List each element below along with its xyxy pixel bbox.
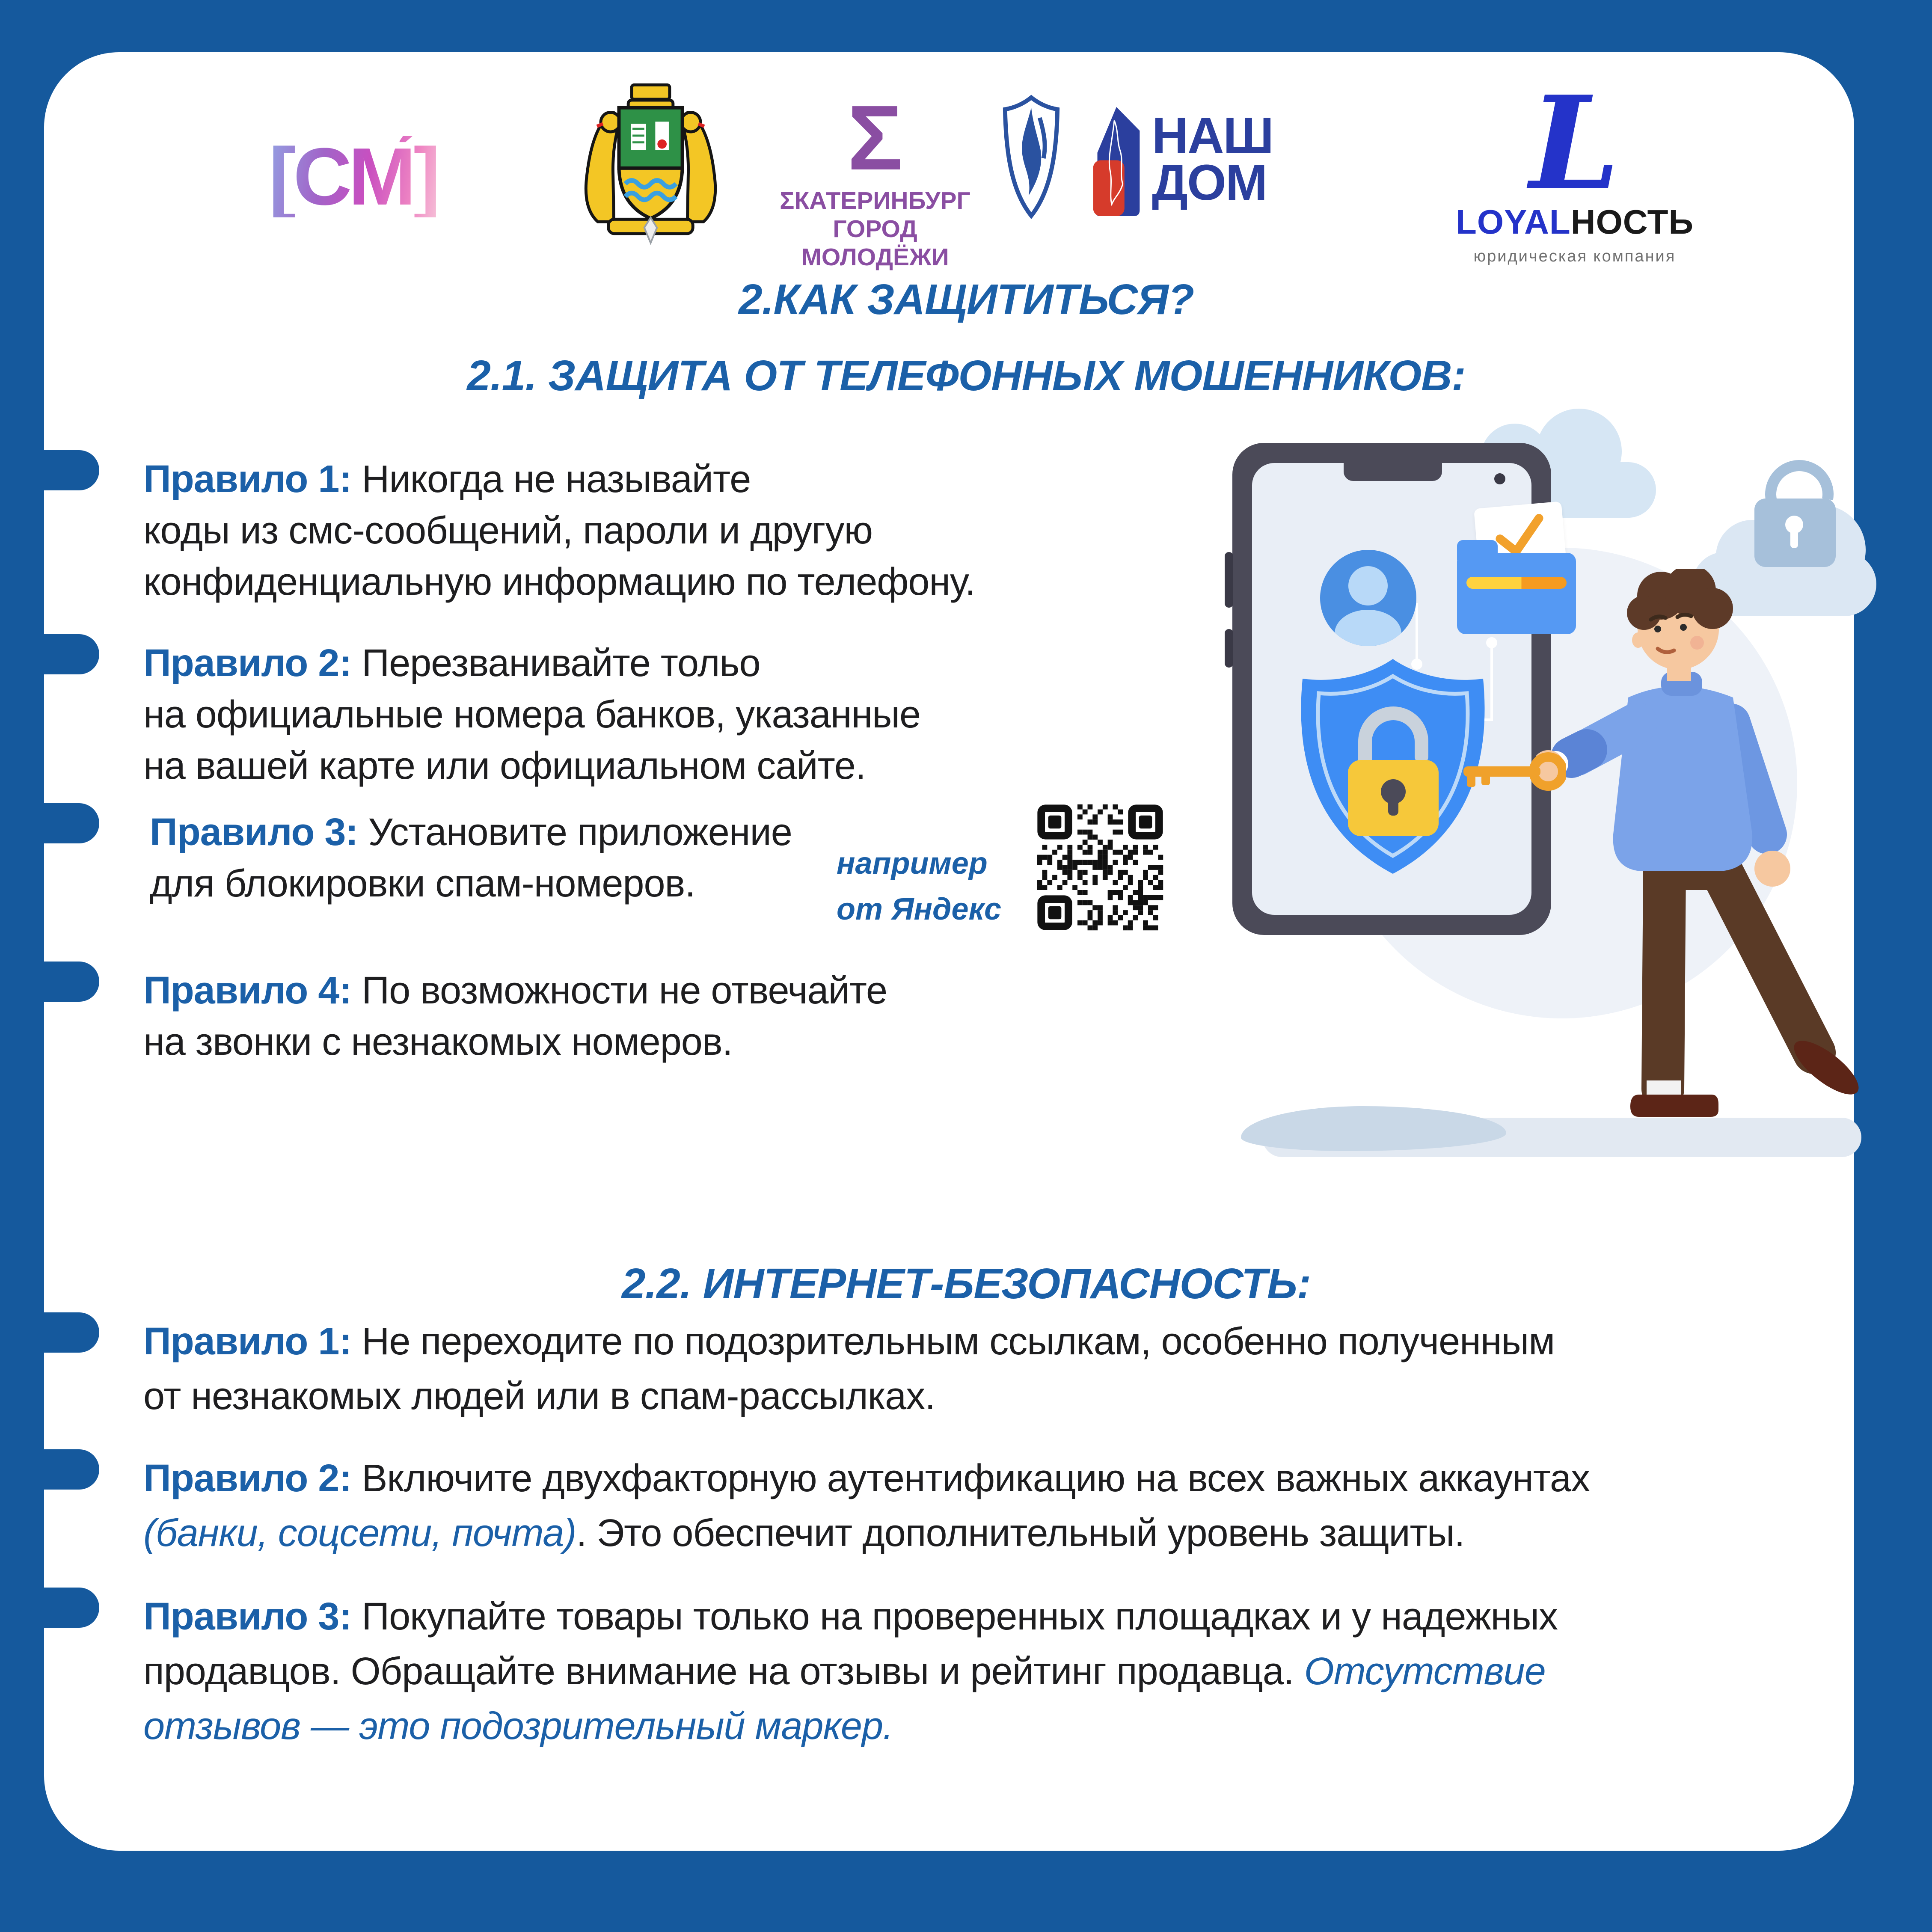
rule-marker [0, 450, 99, 490]
user-avatar-icon [1320, 550, 1416, 646]
qr-code [1032, 799, 1168, 935]
loyal-name [1438, 203, 1712, 241]
rule-1-line-3: конфиденциальную информацию по телефону. [143, 561, 976, 603]
net-rule-3-line-3: отзывов — это подозрительный маркер. [143, 1705, 893, 1748]
sm-logo [269, 131, 438, 222]
rule-marker [0, 962, 99, 1002]
ekaterinburg-coat-of-arms-icon [568, 80, 733, 253]
city-of-youth-logo [768, 86, 982, 271]
rule-label: Правило 2: [143, 642, 352, 685]
rule-2-line-2: на официальные номера банков, указанные [143, 693, 921, 736]
nash-dom-logo [1092, 106, 1141, 220]
shield-partner-logo-icon [1001, 93, 1061, 222]
phone-button [1225, 552, 1233, 608]
rule-marker [0, 803, 99, 843]
net-rule-1-line-2: от незнакомых людей или в спам-рассылках. [143, 1375, 935, 1418]
rule-4-line-2: на звонки с незнакомых номеров. [143, 1021, 733, 1063]
qr-note-line1: например [837, 846, 988, 881]
nash-dom-line2: ДОМ [1152, 154, 1267, 211]
sigma-icon: Σ [847, 86, 903, 189]
rule-marker [0, 1588, 99, 1628]
rule-text: . Это обеспечит дополнительный уровень защиты. [576, 1512, 1465, 1555]
loyal-l-icon: L [1529, 68, 1620, 219]
section2-title: 2.2. ИНТЕРНЕТ-БЕЗОПАСНОСТЬ: [621, 1260, 1311, 1308]
net-rule-2-line-2 [143, 1508, 1465, 1559]
rule-text: Установите приложение [368, 811, 792, 854]
rule-text-highlight: (банки, соцсети, почта) [143, 1512, 576, 1555]
key-icon [1455, 747, 1566, 798]
rule-3-line-2: для блокировки спам-номеров. [150, 862, 695, 905]
rule-marker [0, 634, 99, 674]
qr-note-line2: от Яндекс [837, 892, 1002, 926]
rule-text: продавцов. Обращайте внимание на отзывы и рейтинг продавца. [143, 1650, 1304, 1693]
rule-2-line-3: на вашей карте или официальном сайте. [143, 745, 866, 787]
net-rule-3-line-2 [143, 1646, 1546, 1697]
rule-label: Правило 3: [143, 1595, 352, 1638]
rule-text: Включите двухфакторную аутентификацию на всех важных аккаунтах [362, 1457, 1590, 1500]
youth-logo-line2: ГОРОД МОЛОДЁЖИ [801, 215, 949, 271]
loyalnost-logo [1438, 68, 1712, 266]
rule-text: Покупайте товары только на проверенных площадках и у надежных [362, 1595, 1558, 1638]
loyal-subtitle: юридическая компания [1473, 247, 1676, 265]
rule-4-line-1 [143, 965, 887, 1016]
loyal-name-black: НОСТЬ [1570, 203, 1694, 241]
rule-3-line-1 [150, 807, 792, 858]
rule-label: Правило 1: [143, 458, 352, 501]
nash-dom-line1: НАШ [1152, 107, 1273, 164]
rule-text: Никогда не называйте [362, 458, 751, 501]
rule-label: Правило 4: [143, 969, 352, 1012]
rule-1-line-1 [143, 454, 751, 505]
rule-marker [0, 1312, 99, 1353]
nash-dom-icon [1092, 106, 1141, 218]
rule-label: Правило 2: [143, 1457, 352, 1500]
net-rule-3-line-1 [143, 1591, 1558, 1642]
sm-logo-text: [СМ́] [269, 131, 438, 222]
rule-label: Правило 1: [143, 1320, 352, 1363]
rule-text: По возможности не отвечайте [362, 969, 887, 1012]
section1-title: 2.КАК ЗАЩИТИТЬСЯ? [739, 276, 1194, 323]
rule-2-line-1 [143, 638, 760, 689]
rule-text-highlight: Отсутствие [1304, 1650, 1546, 1693]
rule-1-line-2: коды из смс-сообщений, пароли и другую [143, 509, 873, 552]
section1-subtitle: 2.1. ЗАЩИТА ОТ ТЕЛЕФОННЫХ МОШЕННИКОВ: [467, 352, 1466, 400]
person-illustration [1536, 569, 1874, 1138]
rule-marker [0, 1449, 99, 1490]
rule-text: Перезванивайте тольо [362, 642, 760, 685]
net-rule-1-line-1 [143, 1316, 1555, 1367]
rule-text: Не переходите по подозрительным ссылкам, особенно полученным [362, 1320, 1555, 1363]
rule-label: Правило 3: [150, 811, 358, 854]
youth-logo-line1: ΣКАТЕРИНБУРГ [780, 187, 970, 214]
loyal-name-blue: LOYAL [1456, 203, 1571, 241]
net-rule-2-line-1 [143, 1453, 1590, 1504]
nash-dom-text [1152, 107, 1273, 211]
phone-button [1225, 629, 1233, 668]
